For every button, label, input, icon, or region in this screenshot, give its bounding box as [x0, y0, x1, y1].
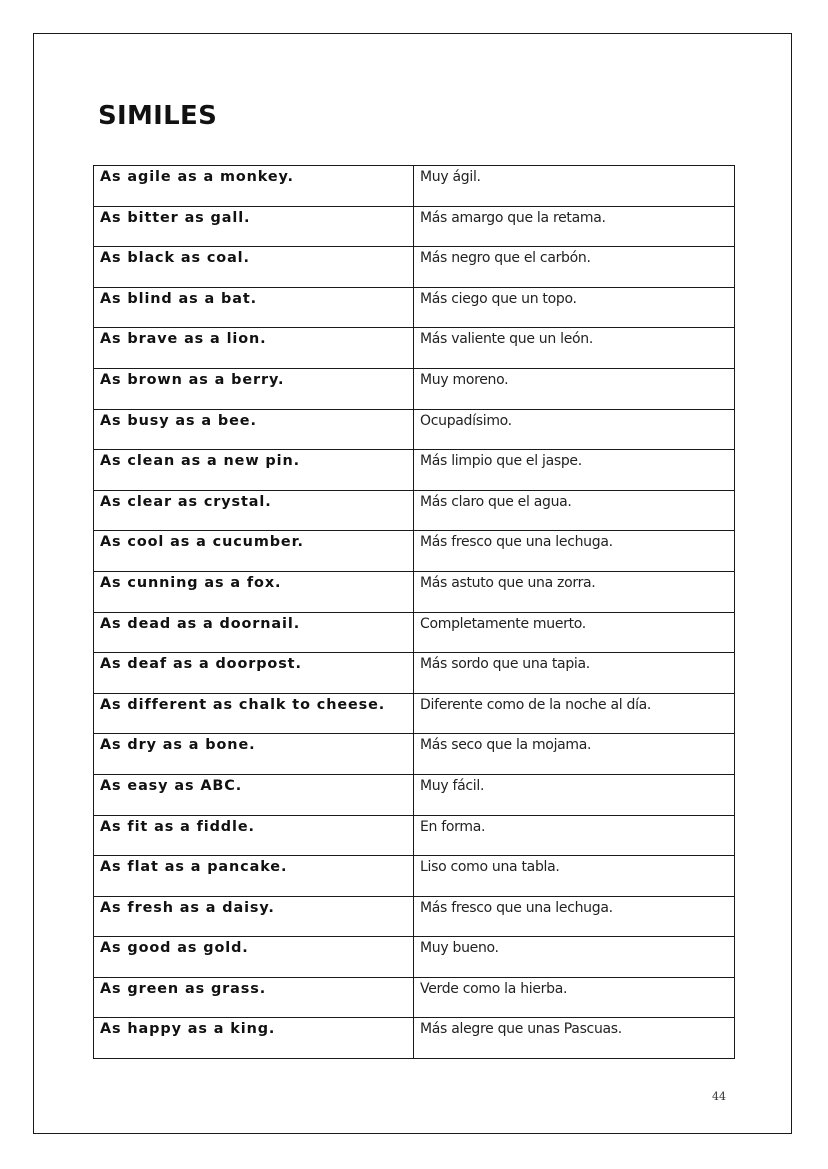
table-row — [94, 977, 735, 1018]
similes-table-body — [94, 166, 735, 1059]
english-simile-cell: As fit as a fiddle. — [94, 815, 414, 856]
table-row — [94, 693, 735, 734]
table-row — [94, 247, 735, 288]
table-row — [94, 856, 735, 897]
spanish-translation-cell: Diferente como de la noche al día. — [414, 693, 735, 734]
table-row — [94, 653, 735, 694]
english-simile-cell: As happy as a king. — [94, 1018, 414, 1059]
english-simile-cell: As black as coal. — [94, 247, 414, 288]
english-simile-cell: As easy as ABC. — [94, 774, 414, 815]
english-simile-cell: As busy as a bee. — [94, 409, 414, 450]
english-simile-cell: As flat as a pancake. — [94, 856, 414, 897]
english-simile-cell: As clear as crystal. — [94, 490, 414, 531]
spanish-translation-cell: Ocupadísimo. — [414, 409, 735, 450]
table-row — [94, 531, 735, 572]
english-simile-cell: As fresh as a daisy. — [94, 896, 414, 937]
english-simile-cell: As bitter as gall. — [94, 206, 414, 247]
spanish-translation-cell: Más ciego que un topo. — [414, 287, 735, 328]
english-simile-cell: As green as grass. — [94, 977, 414, 1018]
english-simile-cell: As brave as a lion. — [94, 328, 414, 369]
table-row — [94, 409, 735, 450]
table-row — [94, 328, 735, 369]
table-row — [94, 490, 735, 531]
table-row — [94, 571, 735, 612]
english-simile-cell: As agile as a monkey. — [94, 166, 414, 207]
spanish-translation-cell: Más amargo que la retama. — [414, 206, 735, 247]
table-row — [94, 368, 735, 409]
spanish-translation-cell: Más fresco que una lechuga. — [414, 531, 735, 572]
spanish-translation-cell: Muy bueno. — [414, 937, 735, 978]
spanish-translation-cell: Completamente muerto. — [414, 612, 735, 653]
english-simile-cell: As clean as a new pin. — [94, 450, 414, 491]
spanish-translation-cell: Liso como una tabla. — [414, 856, 735, 897]
spanish-translation-cell: Más astuto que una zorra. — [414, 571, 735, 612]
table-row — [94, 206, 735, 247]
english-simile-cell: As cunning as a fox. — [94, 571, 414, 612]
page-number: 44 — [712, 1090, 726, 1103]
table-row — [94, 774, 735, 815]
spanish-translation-cell: Más limpio que el jaspe. — [414, 450, 735, 491]
english-simile-cell: As good as gold. — [94, 937, 414, 978]
table-row — [94, 166, 735, 207]
table-row — [94, 287, 735, 328]
table-row — [94, 450, 735, 491]
table-row — [94, 896, 735, 937]
english-simile-cell: As dead as a doornail. — [94, 612, 414, 653]
english-simile-cell: As brown as a berry. — [94, 368, 414, 409]
spanish-translation-cell: En forma. — [414, 815, 735, 856]
table-row — [94, 815, 735, 856]
spanish-translation-cell: Verde como la hierba. — [414, 977, 735, 1018]
spanish-translation-cell: Más alegre que unas Pascuas. — [414, 1018, 735, 1059]
similes-table — [93, 165, 735, 1059]
spanish-translation-cell: Más negro que el carbón. — [414, 247, 735, 288]
spanish-translation-cell: Muy fácil. — [414, 774, 735, 815]
english-simile-cell: As different as chalk to cheese. — [94, 693, 414, 734]
table-row — [94, 937, 735, 978]
english-simile-cell: As blind as a bat. — [94, 287, 414, 328]
english-simile-cell: As dry as a bone. — [94, 734, 414, 775]
table-row — [94, 612, 735, 653]
table-row — [94, 1018, 735, 1059]
spanish-translation-cell: Más seco que la mojama. — [414, 734, 735, 775]
spanish-translation-cell: Más claro que el agua. — [414, 490, 735, 531]
spanish-translation-cell: Más valiente que un león. — [414, 328, 735, 369]
table-row — [94, 734, 735, 775]
english-simile-cell: As deaf as a doorpost. — [94, 653, 414, 694]
spanish-translation-cell: Muy ágil. — [414, 166, 735, 207]
spanish-translation-cell: Muy moreno. — [414, 368, 735, 409]
spanish-translation-cell: Más fresco que una lechuga. — [414, 896, 735, 937]
english-simile-cell: As cool as a cucumber. — [94, 531, 414, 572]
spanish-translation-cell: Más sordo que una tapia. — [414, 653, 735, 694]
page-title: SIMILES — [98, 101, 218, 131]
